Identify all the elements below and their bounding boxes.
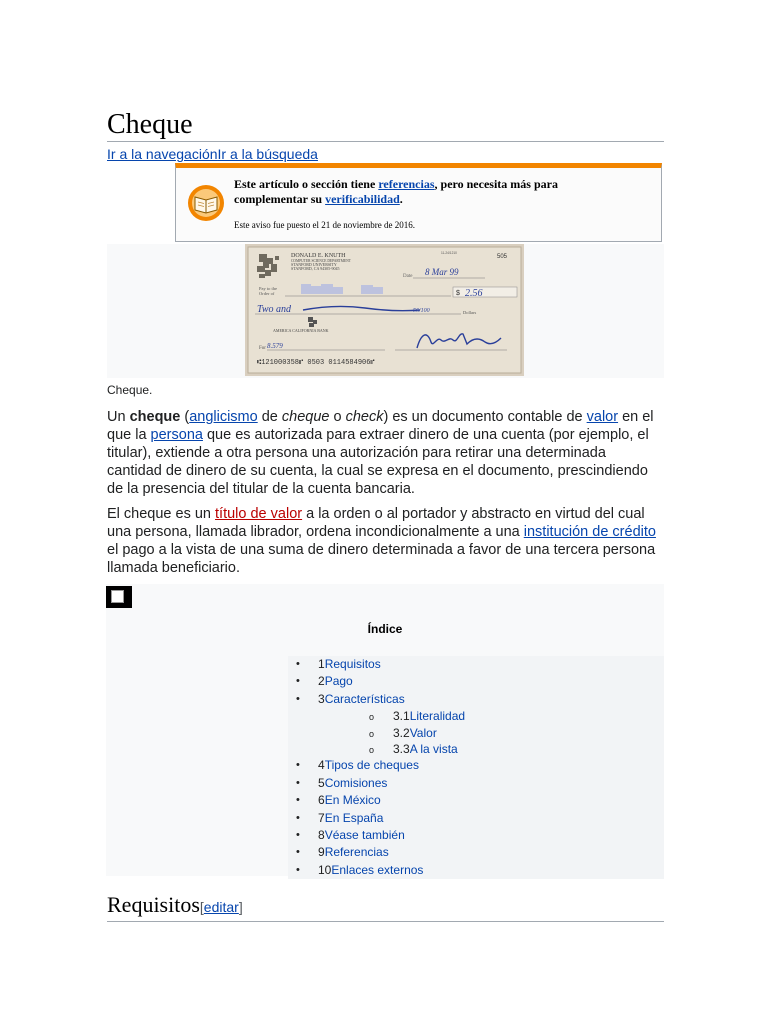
- toc-list: [288, 656, 664, 879]
- toc-subitem-valor[interactable]: o 3.2Valor: [369, 725, 437, 740]
- toc-item-vease-tambien[interactable]: • 8Véase también: [296, 827, 405, 842]
- persona-link[interactable]: persona: [150, 427, 203, 443]
- svg-text:STANFORD UNIVERSITY: STANFORD UNIVERSITY: [291, 262, 337, 267]
- svg-text:For: For: [259, 346, 266, 351]
- jump-to-navigation-link[interactable]: Ir a la navegación: [107, 146, 218, 162]
- toc-subitem-a-la-vista[interactable]: o 3.3A la vista: [369, 741, 458, 756]
- figure: [107, 244, 664, 378]
- svg-text:11-24/1210: 11-24/1210: [441, 251, 457, 255]
- svg-text:COMPUTER SCIENCE DEPARTMENT: COMPUTER SCIENCE DEPARTMENT: [291, 259, 351, 263]
- svg-text:Date: Date: [403, 274, 413, 279]
- definition-paragraph: El cheque es un título de valor a la orden o al portador y abstracto en virtud del cual una persona, llamada librador, ordena incondicionalmente a una institución de crédito el pago a la vista de una suma de dinero determinada a favor de una tercera persona llamada beneficiario.: [107, 506, 656, 576]
- svg-text:$: $: [456, 290, 460, 297]
- book-icon: [186, 183, 226, 223]
- toc-item-pago[interactable]: • 2Pago: [296, 674, 353, 689]
- svg-text:Dollars: Dollars: [463, 310, 477, 315]
- svg-text:2.56: 2.56: [465, 288, 483, 299]
- titulo-de-valor-link[interactable]: título de valor: [215, 506, 303, 522]
- toc-item-caracteristicas[interactable]: • 3Características: [296, 691, 405, 706]
- toc-item-en-mexico[interactable]: • 6En México: [296, 793, 381, 808]
- svg-text:8 Mar 99: 8 Mar 99: [425, 267, 459, 277]
- checkbox-icon: [111, 590, 124, 603]
- toc-toggle-checkbox[interactable]: [106, 586, 132, 608]
- notice-text: Este artículo o sección tiene referencias, pero necesita más para complementar su verificabilidad.: [234, 177, 558, 206]
- toc-item-tipos-de-cheques[interactable]: • 4Tipos de cheques: [296, 758, 419, 773]
- cheque-name: DONALD E. KNUTH: [291, 253, 346, 259]
- cheque-image[interactable]: [245, 244, 524, 376]
- jump-links: [107, 146, 318, 162]
- toc-title: Índice: [367, 622, 403, 636]
- svg-text:8.579: 8.579: [267, 342, 283, 350]
- toc-item-comisiones[interactable]: • 5Comisiones: [296, 775, 388, 790]
- svg-text:STANFORD, CA 94305-9045: STANFORD, CA 94305-9045: [291, 266, 340, 271]
- figure-caption: Cheque.: [107, 383, 153, 397]
- svg-text:⑆121000358⑈ 0503 0114584906⑈: ⑆121000358⑈ 0503 0114584906⑈: [257, 359, 375, 367]
- valor-link[interactable]: valor: [586, 409, 619, 425]
- table-of-contents: [106, 584, 664, 876]
- svg-text:505: 505: [497, 254, 508, 260]
- institucion-de-credito-link[interactable]: institución de crédito: [523, 524, 656, 540]
- svg-text:AMERICA CALIFORNIA BANK: AMERICA CALIFORNIA BANK: [273, 328, 329, 333]
- svg-text:56/100: 56/100: [413, 308, 430, 314]
- notice-date: Este aviso fue puesto el 21 de noviembre de 2016.: [234, 220, 415, 230]
- section-heading-requisitos: Requisitos[editar]: [107, 893, 664, 922]
- page-title: Cheque: [107, 110, 664, 142]
- toc-subitem-literalidad[interactable]: o 3.1Literalidad: [369, 709, 466, 724]
- toc-item-requisitos[interactable]: • 1Requisitos: [296, 657, 381, 671]
- anglicismo-link[interactable]: anglicismo: [189, 409, 258, 425]
- svg-text:Two and: Two and: [257, 304, 291, 315]
- toc-item-referencias[interactable]: • 9Referencias: [296, 845, 389, 860]
- toc-item-en-espana[interactable]: • 7En España: [296, 810, 384, 825]
- toc-item-enlaces-externos[interactable]: • 10Enlaces externos: [296, 862, 424, 877]
- references-link[interactable]: referencias: [378, 177, 435, 191]
- svg-text:Pay to the: Pay to the: [259, 286, 277, 291]
- edit-section-link: [editar]: [199, 899, 243, 915]
- verifiability-link[interactable]: verificabilidad: [325, 192, 400, 206]
- svg-text:Order of: Order of: [259, 291, 275, 296]
- references-notice-box: [175, 163, 662, 242]
- intro-paragraph: Un cheque (anglicismo de cheque o check) es un documento contable de valor en el que la persona que es autorizada para extraer dinero de una cuenta (por ejemplo, el titular), extiende a otra persona una autorización para retirar una determinada cantidad de dinero de su cuenta, la cual se expresa en el documento, prescindiendo de la presencia del titular de la cuenta bancaria.: [107, 409, 654, 497]
- jump-to-search-link[interactable]: Ir a la búsqueda: [217, 146, 318, 162]
